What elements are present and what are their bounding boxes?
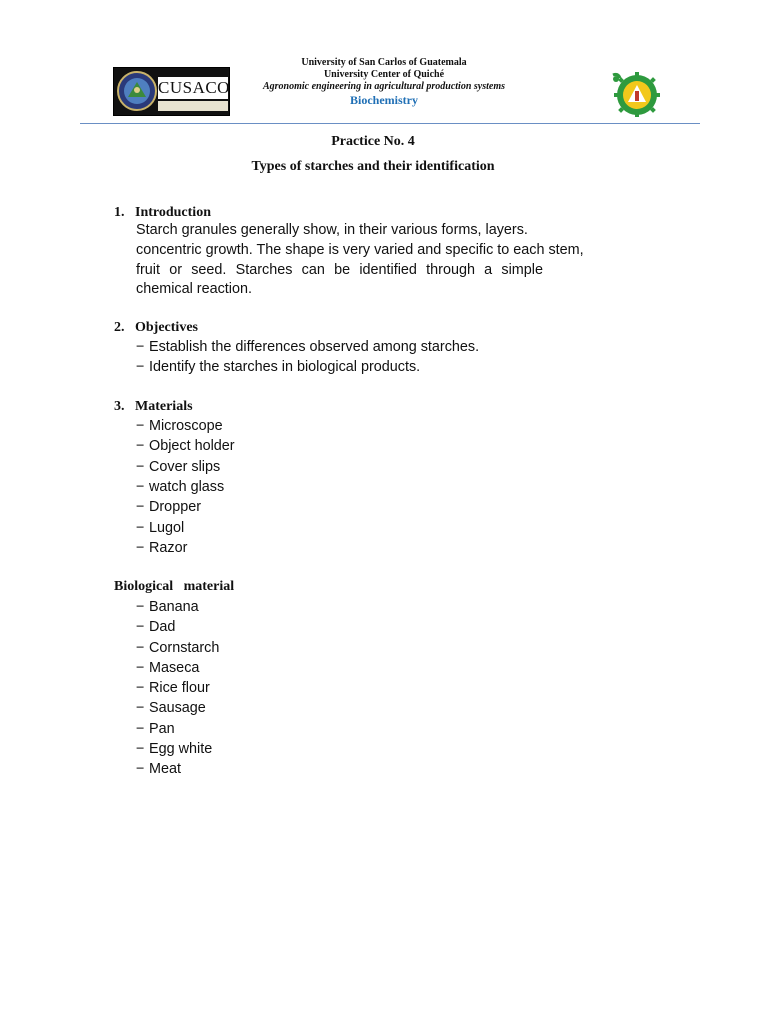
section-heading-text: Introduction [135, 205, 211, 220]
biological-item: − Pan [136, 721, 175, 737]
biological-item: − Dad [136, 619, 176, 635]
cusaco-tagline-band [158, 101, 228, 111]
cusaco-logo [113, 67, 230, 116]
section-biological-heading: Biological material [114, 579, 235, 594]
intro-line-2: concentric growth. The shape is very varied and specific to each stem, [136, 242, 584, 258]
material-item: − watch glass [136, 479, 225, 495]
biological-item: − Rice flour [136, 680, 210, 696]
section-number: 1. [114, 205, 125, 220]
material-item: − Object holder [136, 438, 235, 454]
agronomy-emblem-icon [610, 71, 662, 117]
biological-item: − Banana [136, 599, 199, 615]
section-materials-heading [114, 399, 193, 415]
university-name: University of San Carlos of Guatemala [301, 57, 467, 68]
section-objectives-heading [114, 320, 198, 336]
biological-item: − Meat [136, 761, 181, 777]
section-heading-text: Materials [135, 399, 193, 414]
practice-title: Practice No. 4 [331, 134, 415, 149]
material-item: − Microscope [136, 418, 223, 434]
program-name: Agronomic engineering in agricultural production systems [263, 81, 505, 92]
material-item: − Razor [136, 540, 188, 556]
intro-line-4: chemical reaction. [136, 281, 252, 297]
course-name: Biochemistry [350, 93, 418, 107]
biological-item: − Maseca [136, 660, 200, 676]
objective-item: − Identify the starches in biological products. [136, 359, 421, 375]
center-name: University Center of Quiché [323, 69, 445, 80]
material-item: − Dropper [136, 499, 201, 515]
section-introduction-heading [114, 205, 211, 221]
material-item: − Lugol [136, 520, 185, 536]
objective-item: − Establish the differences observed among starches. [136, 339, 480, 355]
header-rule [80, 123, 700, 124]
section-heading-text: Objectives [135, 320, 198, 335]
material-item: − Cover slips [136, 459, 221, 475]
intro-line-3: fruit or seed. Starches can be identified through a simple [136, 262, 543, 278]
section-number: 2. [114, 320, 125, 335]
biological-item: − Sausage [136, 700, 206, 716]
section-number: 3. [114, 399, 125, 414]
biological-item: − Cornstarch [136, 640, 220, 656]
university-seal-icon [117, 71, 157, 111]
cusaco-wordmark: CUSACO [158, 78, 230, 97]
intro-line-1: Starch granules generally show, in their various forms, layers. [136, 222, 528, 238]
practice-subtitle: Types of starches and their identification [251, 159, 495, 174]
biological-item: − Egg white [136, 741, 213, 757]
